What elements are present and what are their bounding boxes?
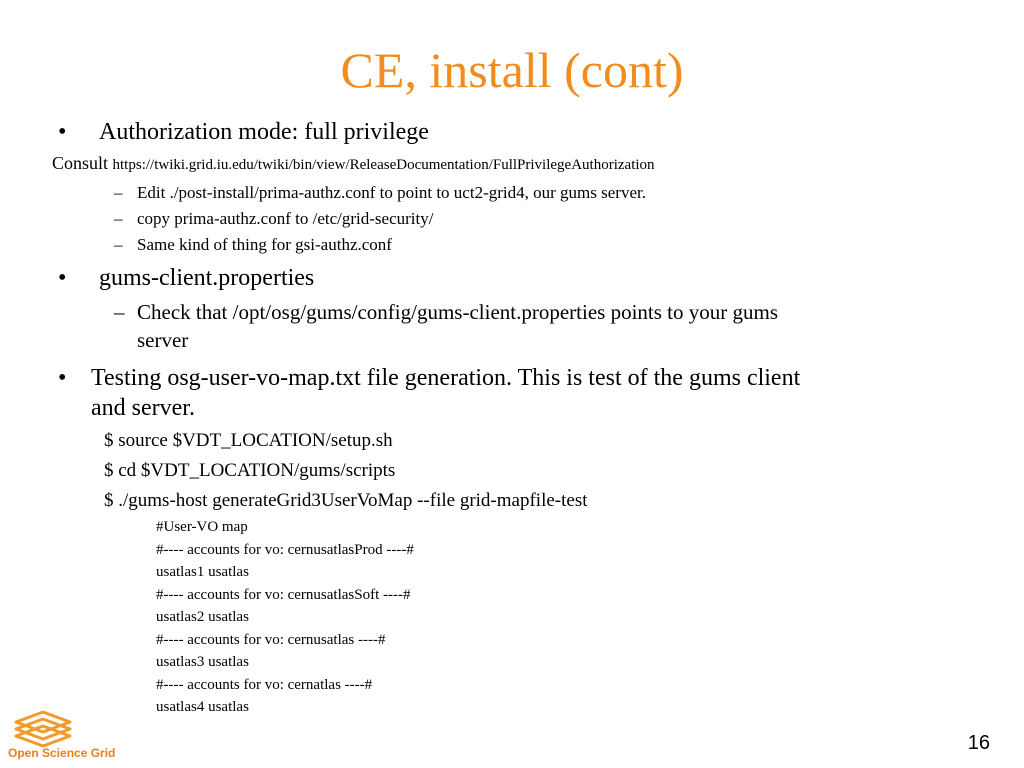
gums-sub-line: server [137, 328, 189, 352]
dash-icon: – [114, 300, 125, 324]
output-line: #---- accounts for vo: cernusatlasProd ----# [156, 542, 414, 558]
slide-title: CE, install (cont) [340, 42, 684, 98]
command-line: $ ./gums-host generateGrid3UserVoMap --file grid-mapfile-test [104, 490, 588, 511]
dash-icon: – [114, 183, 123, 202]
consult-label: Consult [52, 153, 109, 173]
output-line: usatlas1 usatlas [156, 564, 249, 580]
auth-sub-item: copy prima-authz.conf to /etc/grid-security/ [137, 209, 434, 228]
command-line: $ cd $VDT_LOCATION/gums/scripts [104, 460, 396, 481]
bullet-gums: gums-client.properties [99, 265, 315, 291]
bullet-icon: • [58, 119, 67, 145]
bullet-testing-line: Testing osg-user-vo-map.txt file generation. This is test of the gums client [91, 365, 801, 391]
logo-text: Open Science Grid [8, 746, 116, 760]
bullet-auth: Authorization mode: full privilege [99, 119, 429, 145]
output-line: #---- accounts for vo: cernatlas ----# [156, 677, 373, 693]
output-line: usatlas3 usatlas [156, 654, 249, 670]
gums-sub-line: Check that /opt/osg/gums/config/gums-client.properties points to your gums [137, 300, 779, 324]
output-line: #---- accounts for vo: cernusatlasSoft ----# [156, 587, 411, 603]
bullet-testing-line: and server. [91, 395, 195, 421]
dash-icon: – [114, 209, 123, 228]
bullet-icon: • [58, 265, 67, 291]
consult-line [52, 152, 655, 176]
output-line: usatlas2 usatlas [156, 609, 249, 625]
output-line: usatlas4 usatlas [156, 699, 249, 715]
output-line: #User-VO map [156, 519, 248, 535]
auth-sub-item: Same kind of thing for gsi-authz.conf [137, 235, 392, 254]
consult-link[interactable]: https://twiki.grid.iu.edu/twiki/bin/view/ReleaseDocumentation/FullPrivilegeAuthorization [112, 157, 655, 173]
output-line: #---- accounts for vo: cernusatlas ----# [156, 632, 386, 648]
dash-icon: – [114, 235, 123, 254]
bullet-icon: • [58, 365, 67, 391]
page-number: 16 [967, 732, 990, 754]
command-line: $ source $VDT_LOCATION/setup.sh [104, 430, 393, 451]
auth-sub-item: Edit ./post-install/prima-authz.conf to point to uct2-grid4, our gums server. [137, 183, 646, 202]
